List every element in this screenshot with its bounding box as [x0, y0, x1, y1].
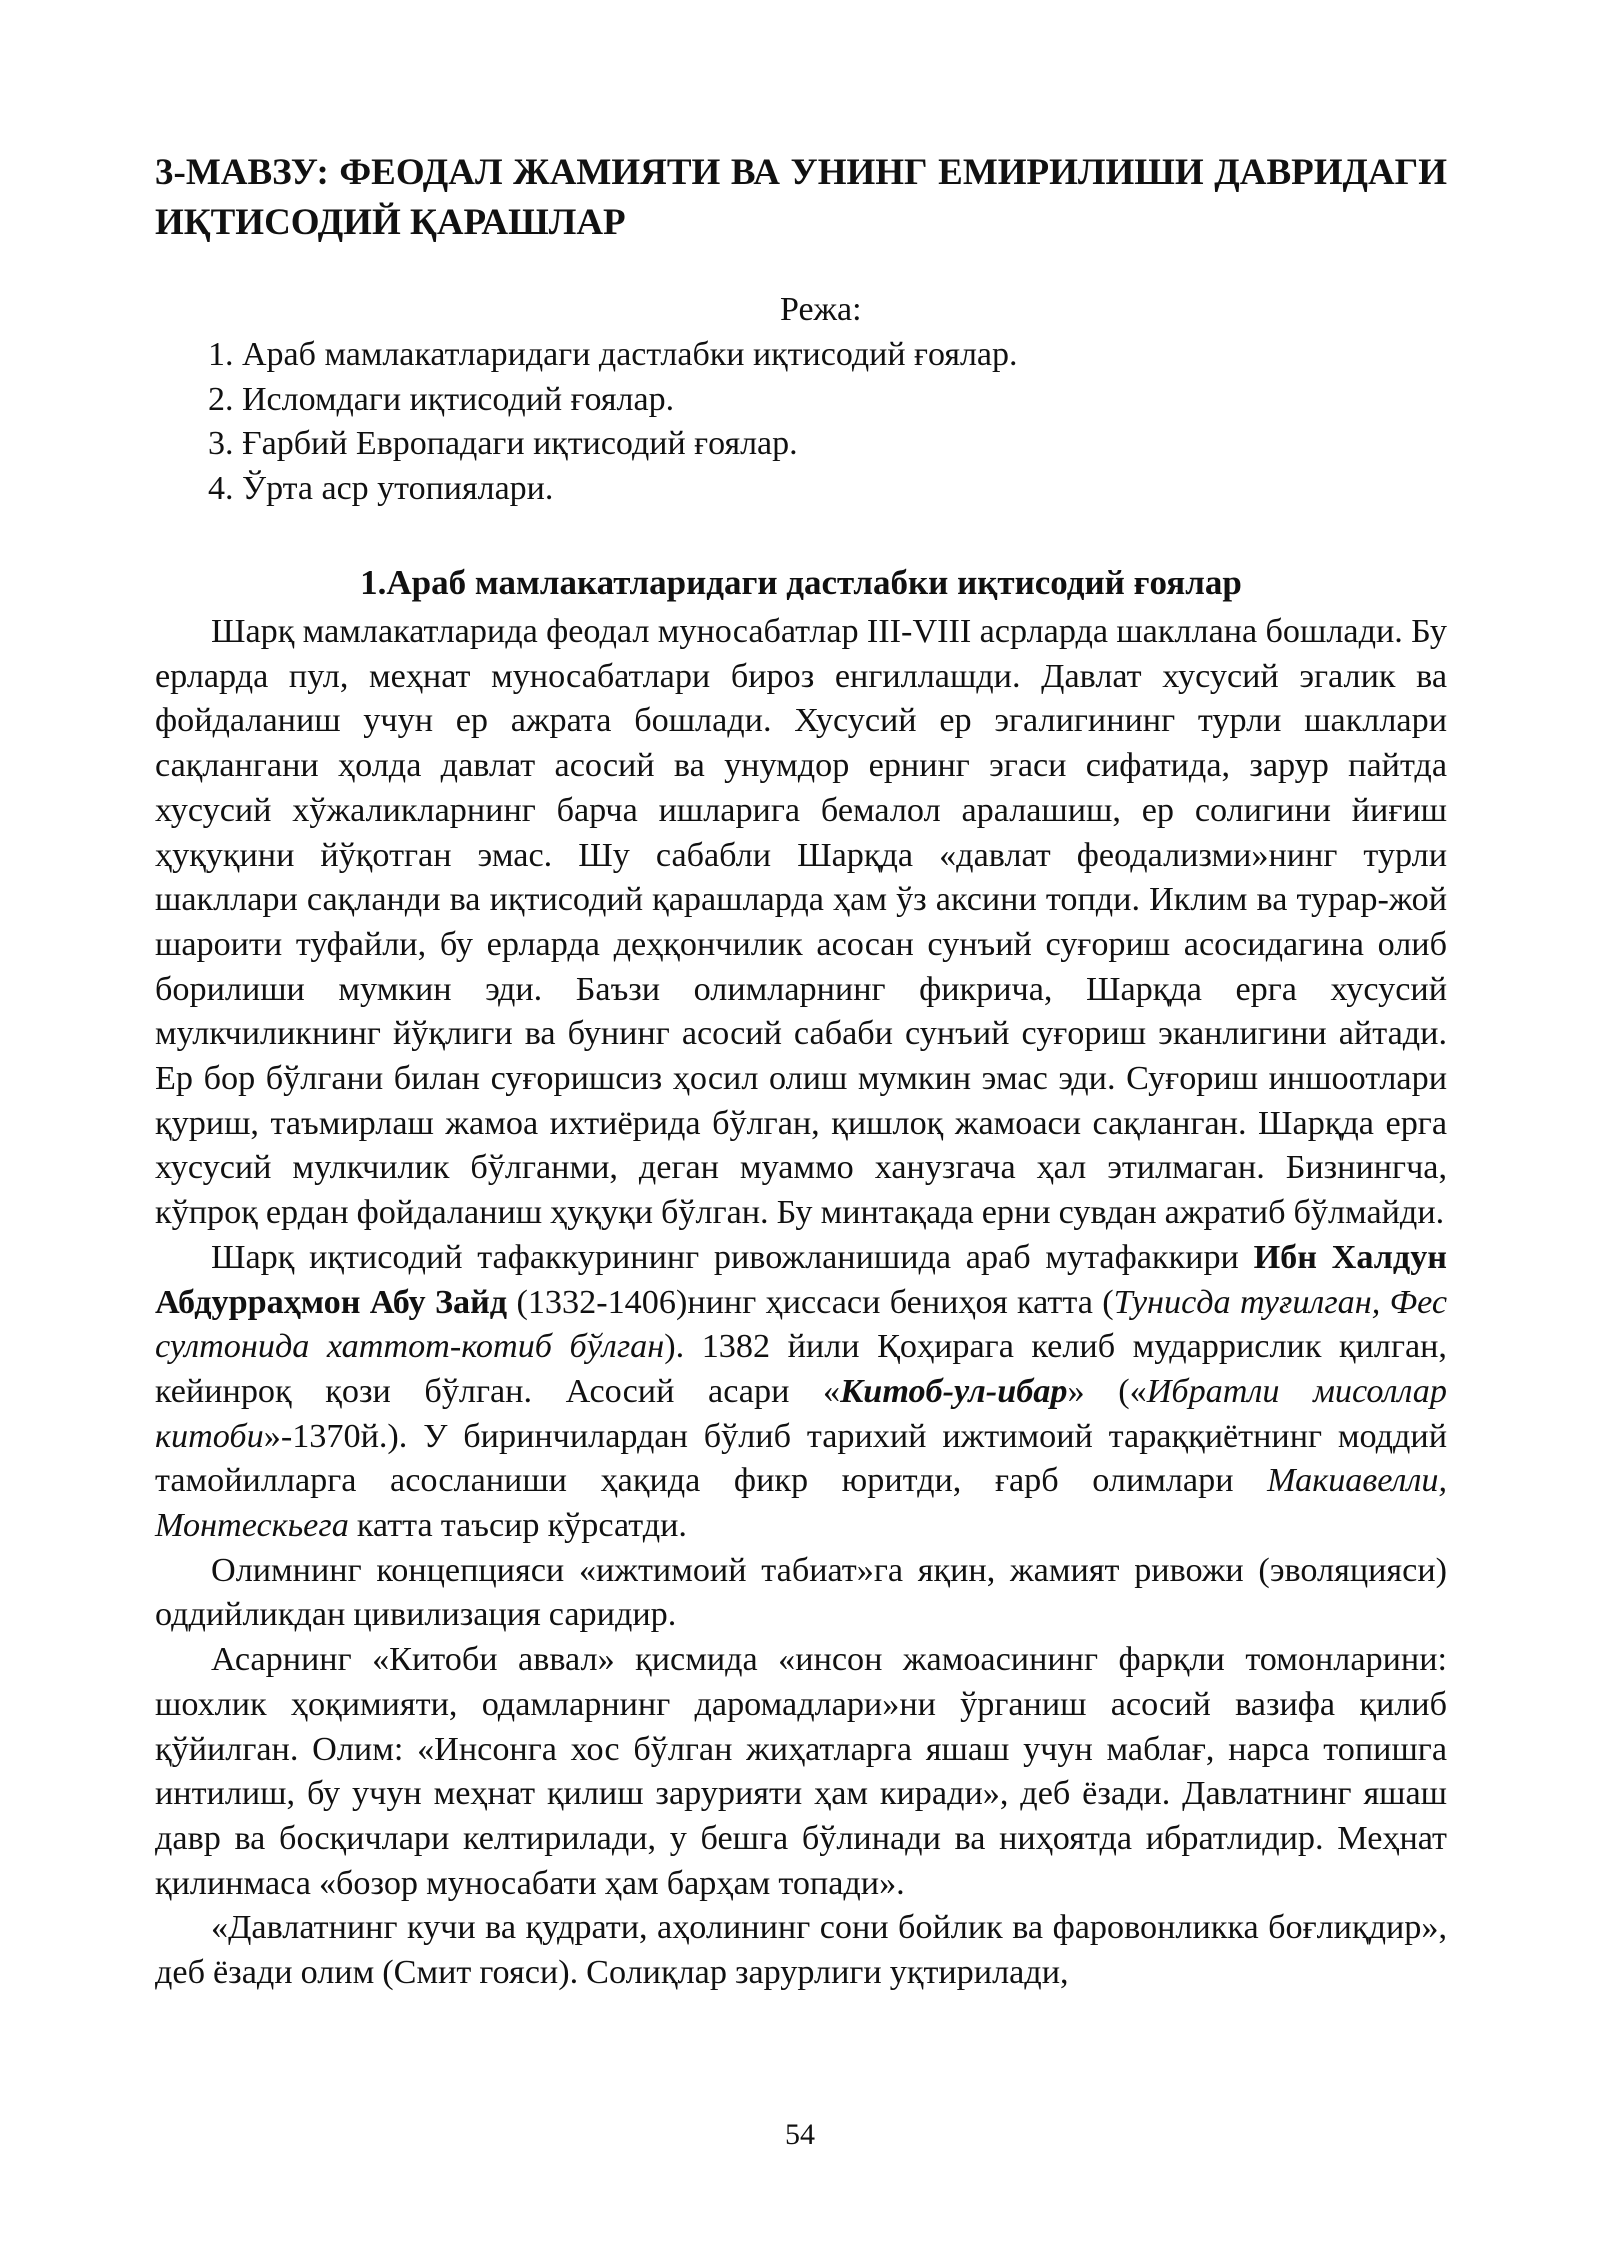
p2-text-6: катта таъсир кўрсатди.	[348, 1507, 687, 1545]
paragraph-3: Олимнинг концепцияси «ижтимоий табиат»га яқин, жамият ривожи (эволяцияси) оддийликдан цивилизация саридир.	[155, 1551, 1447, 1634]
page-number: 54	[785, 2118, 815, 2151]
plan-item-2: 2. Исломдаги иқтисодий ғоялар.	[208, 380, 675, 418]
p2-text-4: » («	[1067, 1372, 1147, 1410]
paragraph-4: Асарнинг «Китоби аввал» қисмида «инсон жамоасининг фарқли томонларини: шохлик ҳоқимияти, одамларнинг даромадлари»ни ўрганиш асосий вазифа қилиб қўйилган. Олим: «Инсонга хос бўлган жиҳатларга яшаш учун маблағ, нарса топишга интилиш, бу учун меҳнат қилиш зарурияти ҳам киради», деб ёзади. Давлатнинг яшаш давр ва босқичлари келтирилади, у бешга бўлинади ва ниҳоятда ибратлидир. Меҳнат қилинмаса «бозор муносабати ҳам барҳам топади».	[155, 1641, 1447, 1902]
p2-text-1: Шарқ иқтисодий тафаккурининг ривожланишида араб мутафаккири	[211, 1238, 1254, 1276]
paragraph-2	[155, 1236, 1447, 1549]
p2-text-2: (1332-1406)нинг ҳиссаси бениҳоя катта (	[507, 1283, 1114, 1321]
p2-text-5: »-1370й.). У биринчилардан бўлиб тарихий ижтимоий тараққиётнинг моддий тамойилларга асосланиши ҳақида фикр юритди, ғарб олимлари	[155, 1417, 1447, 1500]
section-body	[155, 610, 1447, 1996]
biography-note: Тунисда туғилган, Фес султонида хаттот-котиб бўлган	[155, 1283, 1447, 1366]
section-heading: 1.Араб мамлакатларидаги дастлабки иқтисодий ғоялар	[360, 563, 1242, 602]
topic-title: 3-МАВЗУ: ФЕОДАЛ ЖАМИЯТИ ВА УНИНГ ЕМИРИЛИШИ ДАВРИДАГИ ИҚТИСОДИЙ ҚАРАШЛАР	[155, 152, 1447, 243]
plan-list	[208, 333, 1018, 511]
author-name: Ибн Халдун Абдурраҳмон Абу Зайд	[155, 1238, 1448, 1321]
paragraph-5: «Давлатнинг кучи ва қудрати, аҳолининг сони бойлик ва фаровонликка боғлиқдир», деб ёзади олим (Смит гояси). Солиқлар зарурлиги уқтирилади,	[155, 1909, 1447, 1992]
plan-item-1: 1. Араб мамлакатларидаги дастлабки иқтисодий ғоялар.	[208, 336, 1018, 373]
plan-item-4: 4. Ўрта аср утопиялари.	[208, 469, 554, 507]
western-scholars: Макиавелли, Монтескьега	[155, 1462, 1447, 1545]
work-title: Китоб-ул-ибар	[840, 1372, 1068, 1410]
work-title-translation: Ибратли мисоллар китоби	[155, 1372, 1447, 1455]
plan-item-3: 3. Ғарбий Европадаги иқтисодий ғоялар.	[208, 425, 798, 462]
p2-text-3: ). 1382 йили Қоҳирага келиб мударрислик қилган, кейинроқ қози бўлган. Асосий асари «	[155, 1328, 1447, 1410]
plan-heading: Режа:	[780, 291, 862, 328]
paragraph-1: Шарқ мамлакатларида феодал муносабатлар III-VIII асрларда шакллана бошлади. Бу ерларда пул, меҳнат муносабатлари бироз енгиллашди. Давлат хусусий эгалик ва фойдаланиш учун ер ажрата бошлади. Хусусий ер эгалигининг турли шакллари сақлангани ҳолда давлат асосий ва унумдор ернинг эгаси сифатида, зарур пайтда хусусий хўжаликларнинг барча ишларига бемалол аралашиш, ер солигини йиғиш ҳуқуқини йўқотган эмас. Шу сабабли Шарқда «давлат феодализми»нинг турли шакллари сақланди ва иқтисодий қарашларда ҳам ўз аксини топди. Иклим ва турар-жой шароити туфайли, бу ерларда деҳқончилик асосан сунъий суғориш асосидагина олиб борилиши мумкин эди. Баъзи олимларнинг фикрича, Шарқда ерга хусусий мулкчиликнинг йўқлиги ва бунинг асосий сабаби сунъий суғориш эканлигини айтади. Ер бор бўлгани билан суғоришсиз ҳосил олиш мумкин эмас эди. Суғориш иншоотлари қуриш, таъмирлаш жамоа ихтиёрида бўлган, қишлоқ жамоаси сақланган. Шарқда ерга хусусий мулкчилик бўлганми, деган муаммо ханузгача ҳал этилмаган. Бизнингча, кўпроқ ердан фойдаланиш ҳуқуқи бўлган. Бу минтақада ерни сувдан ажратиб бўлмайди.	[155, 613, 1447, 1232]
